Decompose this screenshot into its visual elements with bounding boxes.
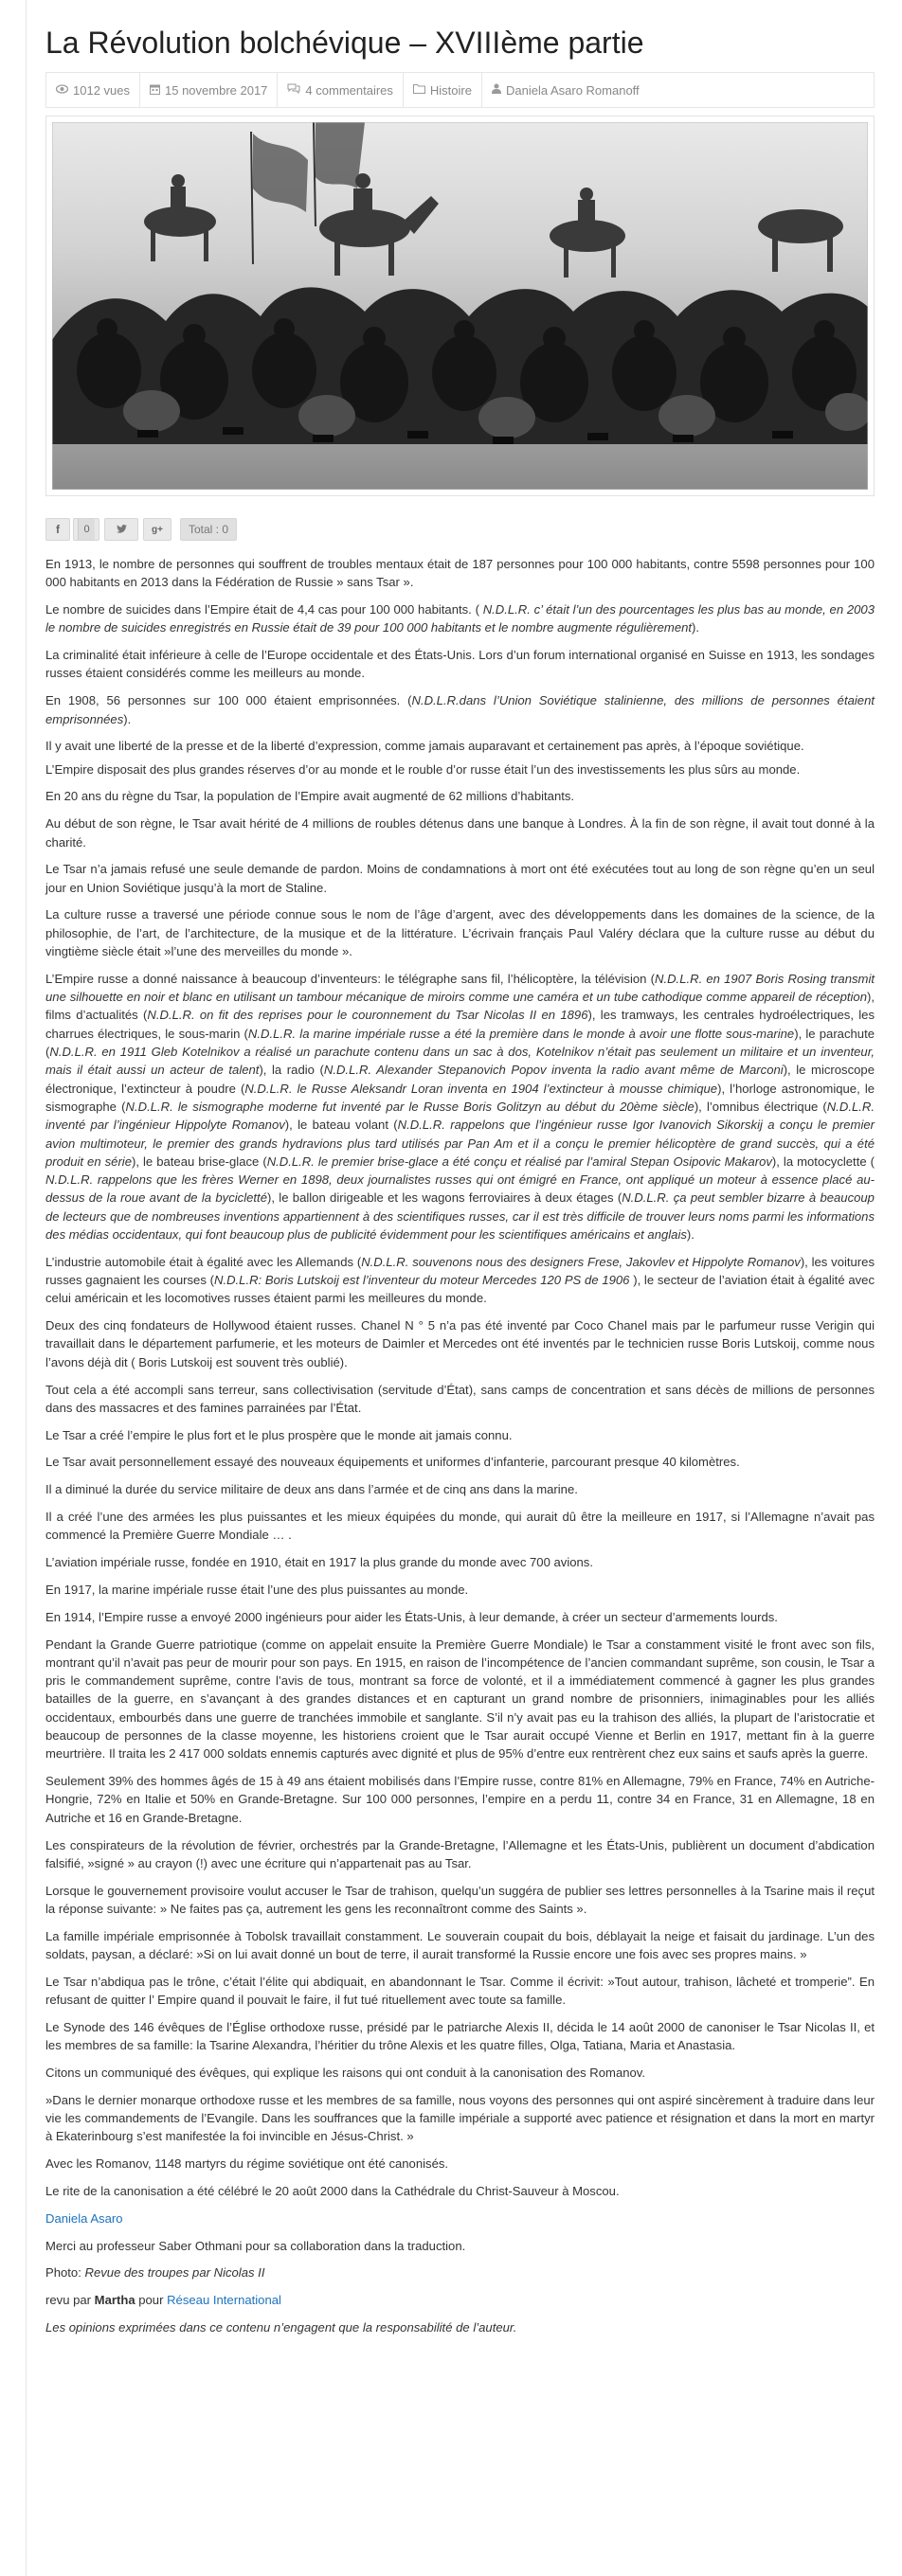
photo-credit: Photo: Revue des troupes par Nicolas II [45, 2265, 265, 2281]
author-signature [45, 2209, 875, 2227]
paragraph: Il a diminué la durée du service militaire de deux ans dans l’armée et de cinq ans dans la marine. [45, 1482, 578, 1497]
paragraph: Citons un communiqué des évêques, qui explique les raisons qui ont conduit à la canonisation des Romanov. [45, 2065, 646, 2080]
category-meta[interactable] [404, 73, 482, 107]
eye-icon [56, 83, 68, 97]
paragraph: Au début de son règne, le Tsar avait hérité de 4 millions de roubles détenus dans une banque à Londres. À la fin de son règne, il avait tout donné à la charité. [45, 816, 875, 850]
paragraph: Il y avait une liberté de la presse et de la liberté d’expression, comme jamais auparavant et certainement pas après, à l’époque soviétique. [45, 739, 804, 754]
views-meta [46, 73, 140, 107]
article-body [45, 555, 875, 2336]
featured-image [45, 116, 875, 496]
paragraph: L’Empire disposait des plus grandes réserves d’or au monde et le rouble d’or russe était l’un des investissements les plus sûrs au monde. [45, 761, 801, 777]
paragraph: Le nombre de suicides dans l’Empire était de 4,4 cas pour 100 000 habitants. ( N.D.L.R. c’ était l’un des pourcentages les plus bas au monde, en 2003 le nombre de suicides enregistrés en Russie était de 39 pour 100 000 habitants et le nombre augmente régulièrement). [45, 602, 875, 635]
facebook-count-label: 0 [78, 519, 94, 540]
comments-link[interactable]: 4 commentaires [305, 82, 393, 98]
share-bar [45, 517, 875, 542]
paragraph: La famille impériale emprisonnée à Tobolsk travaillait constamment. Le souverain coupait du bois, déblayait la neige et faisait du jardinage. L’un des soldats, paysan, a déclaré: »Si on lui avait donné un bout de terre, il aurait transformé la Russie encore une fois avec ses propres mains. » [45, 1928, 875, 1961]
user-icon [492, 83, 501, 97]
thanks-note: Merci au professeur Saber Othmani pour sa collaboration dans la traduction. [45, 2238, 466, 2253]
post-meta-bar [45, 72, 875, 108]
paragraph: Seulement 39% des hommes âgés de 15 à 49 ans étaient mobilisés dans l’Empire russe, contre 81% en Allemagne, 79% en France, 74% en Autriche-Hongrie, 72% en Italie et 50% en Grande-Bretagne. Sur 100 000 personnes, l’empire en a perdu 11, contre 34 en France, 31 en Allemagne, 18 en Autriche et 16 en Grande-Bretagne. [45, 1774, 875, 1825]
folder-icon [413, 83, 425, 97]
paragraph: Pendant la Grande Guerre patriotique (comme on appelait ensuite la Première Guerre Mondiale) le Tsar a constamment visité le front avec son fils, montrant qu’il n’avait pas peur de mourir pour son pays. En 1915, en raison de l’incompétence de l’ancien commandant suprême, son cousin, le Tsar a pris le commandement suprême, contre l’avis de tous, montrant sa force de volonté, et il a immédiatement commencé à gagner les plus grandes batailles de la guerre, en s’avançant à des grandes distances et en capturant un grand nombre de prisonniers, inimaginables pour les alliés occidentaux, embourbés dans une guerre de tranchées immobile et sanglante. S’il n’y avait pas eu la trahison des alliés, la plupart de l’aristocratie et beaucoup de personnes de la classe moyenne, les historiens croient que le Tsar aurait occupé Vienne et Berlin en 1917, mettant fin à la guerre meurtrière. Il traita les 2 417 000 soldats ennemis capturés avec dignité et plus de 95% d’entre eux rentrèrent chez eux sains et saufs après la guerre. [45, 1637, 875, 1762]
paragraph: L’aviation impériale russe, fondée en 1910, était en 1917 la plus grande du monde avec 700 avions. [45, 1555, 593, 1570]
paragraph: Il a créé l’une des armées les plus puissantes et les mieux équipées du monde, qui aurait dû être la meilleure en 1917, si l’Allemagne n’avait pas commencé la Première Guerre Mondiale … . [45, 1510, 875, 1543]
paragraph: Deux des cinq fondateurs de Hollywood étaient russes. Chanel N ° 5 n’a pas été inventé par Coco Chanel mais par le parfumeur russe Verigin qui travaillait dans le département parfumerie, et les moteurs de Daimler et Mercedes ont été inventés par le technicien russe Boris Lutskoij, comme nous l’avons déjà dit ( Boris Lutskoij est souvent très oublié). [45, 1318, 875, 1369]
article [45, 0, 875, 2346]
paragraph: Le Tsar n’a jamais refusé une seule demande de pardon. Moins de condamnations à mort ont été exécutées tout au long de son règne qu’en un seul jour en Union Soviétique jusqu’à la mort de Staline. [45, 862, 875, 895]
disclaimer: Les opinions exprimées dans ce contenu n’engagent que la responsabilité de l’auteur. [45, 2319, 517, 2334]
total-shares-label: Total : 0 [189, 523, 229, 536]
paragraph: En 1908, 56 personnes sur 100 000 étaient emprisonnées. (N.D.L.R.dans l’Union Soviétique stalinienne, des millions de personnes étaient emprisonnées). [45, 693, 875, 726]
paragraph: L’Empire russe a donné naissance à beaucoup d’inventeurs: le télégraphe sans fil, l’hélicoptère, la télévision (N.D.L.R. en 1907 Boris Rosing transmit une silhouette en noir et blanc en utilisant un tambour mécanique de miroirs comme une caméra et un tube cathodique comme appareil de réception), films d’actualités (N.D.L.R. on fit des reprises pour le couronnement du Tsar Nicolas II en 1896), les tramways, les centrales hydroélectriques, les charrues électriques, le sous-marin (N.D.L.R. la marine impériale russe a été la première dans le monde à avoir une flotte sous-marine), le parachute (N.D.L.R. en 1911 Gleb Kotelnikov a réalisé un parachute contenu dans un sac à dos, Kotelnikov n’était pas seulement un militaire et un inventeur, mais il était aussi un acteur de talent), la radio (N.D.L.R. Alexander Stepanovich Popov inventa la radio avant même de Marconi), le microscope électronique, l’extincteur à poudre (N.D.L.R. le Russe Aleksandr Loran inventa en 1904 l’extincteur à mousse chimique), l’horloge astronomique, le sismographe (N.D.L.R. le sismographe moderne fut inventé par le Russe Boris Golitzyn au début du 20ème siècle), l’omnibus électrique (N.D.L.R. inventé par l’ingénieur Hippolyte Romanov), le bateau volant (N.D.L.R. rappelons que l’ingénieur russe Igor Ivanovich Sikorskij a conçu le premier avion multimoteur, le premier des grands hydravions plus tard utilisés par Pan Am et il a conçu le premier hélicoptère de grand succès, qui a été produit en série), le bateau brise-glace (N.D.L.R. le premier brise-glace a été conçu et réalisé par l’amiral Stepan Osipovic Makarov), la motocyclette ( N.D.L.R. rappelons que les frères Werner en 1898, deux journalistes russes qui ont émigré en France, ont appliqué un moteur à essence placé au-dessus de la roue avant de la bycicletté), le ballon dirigeable et les wagons ferroviaires à deux étages (N.D.L.R. ça peut sembler bizarre à beaucoup de lecteurs que de nombreuses inventions appartiennent à des scientifiques russes, car il est très difficile de trouver leurs noms parmi les informations des médias occidentaux, qui font beaucoup plus de publicité évidemment pour les scientifiques américains et anglais). [45, 971, 875, 1242]
paragraph: Les conspirateurs de la révolution de février, orchestrés par la Grande-Bretagne, l’Allemagne et les États-Unis, publièrent un document d’abdication falsifié, »signé » au crayon (!) avec une écriture qui n’appartenait pas au Tsar. [45, 1837, 875, 1870]
paragraph: Le Tsar a créé l’empire le plus fort et le plus prospère que le monde ait jamais connu. [45, 1427, 513, 1442]
page-title: La Révolution bolchévique – XVIIIème partie [45, 26, 644, 60]
paragraph: Avec les Romanov, 1148 martyrs du régime soviétique ont été canonisés. [45, 2156, 449, 2172]
paragraph: Le Synode des 146 évêques de l’Église orthodoxe russe, présidé par le patriarche Alexis II, décida le 14 août 2000 de canoniser le Tsar Nicolas II, et les membres de sa famille: la Tsarine Alexandra, l’héritier du trône Alexis et les quatre filles, Olga, Tatiana, Maria et Anastasia. [45, 2019, 875, 2053]
googleplus-icon: g+ [152, 524, 163, 535]
facebook-count [73, 518, 99, 541]
paragraph: L’industrie automobile était à égalité avec les Allemands (N.D.L.R. souvenons nous des designers Frese, Jakovlev et Hippolyte Romanov), les voitures russes gagnaient les courses (N.D.L.R: Boris Lutskoij est l’inventeur du moteur Mercedes 120 PS de 1906 ), le secteur de l’aviation était à égalité avec celui américain et les locomotives russes étaient parmi les meilleures du monde. [45, 1254, 875, 1306]
paragraph: Le Tsar avait personnellement essayé des nouveaux équipements et uniformes d’infanterie, parcourant presque 40 kilomètres. [45, 1455, 740, 1470]
post-date: 15 novembre 2017 [165, 82, 268, 98]
left-border [26, 0, 27, 2576]
paragraph: En 1914, l’Empire russe a envoyé 2000 ingénieurs pour aider les États-Unis, à leur demande, à créer un secteur d’armements lourds. [45, 1609, 778, 1624]
comments-meta[interactable] [278, 73, 403, 107]
troops-review-photo [52, 122, 868, 490]
total-shares [180, 518, 237, 541]
googleplus-share-button[interactable] [143, 518, 171, 541]
twitter-icon [117, 523, 127, 536]
category-link[interactable]: Histoire [429, 82, 472, 98]
paragraph: Tout cela a été accompli sans terreur, sans collectivisation (servitude d’État), sans camps de concentration et sans décès de millions de personnes dans des massacres et des famines parrainées par l’État. [45, 1382, 875, 1415]
twitter-share-button[interactable] [104, 518, 138, 541]
views-count: 1012 vues [73, 82, 130, 98]
review-credit: revu par Martha pour Réseau International [45, 2293, 281, 2308]
paragraph: »Dans le dernier monarque orthodoxe russe et les membres de sa famille, nous voyons des personnes qui ont aspiré sincèrement à traduire dans leur vie les commandements de l’Evangile. Dans les souffrances que la famille impériale a supporté avec patience et résignation et dans la mort en martyr à Ekaterinbourg s’est manifestée la foi invincible en Jésus-Christ. » [45, 2092, 875, 2144]
facebook-icon: f [56, 523, 60, 536]
calendar-icon [150, 83, 160, 98]
facebook-share-button[interactable] [45, 518, 70, 541]
paragraph: En 1913, le nombre de personnes qui souffrent de troubles mentaux était de 187 personnes pour 100 000 habitants, contre 5598 personnes pour 100 000 habitants en 2013 dans la Fédération de Russie » sans Tsar ». [45, 557, 875, 590]
author-signature-link[interactable]: Daniela Asaro [45, 2210, 123, 2226]
author-link[interactable]: Daniela Asaro Romanoff [505, 82, 640, 98]
comments-icon [287, 83, 300, 97]
author-meta[interactable] [482, 73, 649, 107]
paragraph: En 20 ans du règne du Tsar, la population de l’Empire avait augmenté de 62 millions d’habitants. [45, 789, 575, 804]
source-link[interactable]: Réseau International [167, 2293, 281, 2308]
paragraph: Le rite de la canonisation a été célébré le 20 août 2000 dans la Cathédrale du Christ-Sauveur à Moscou. [45, 2183, 620, 2198]
paragraph: Lorsque le gouvernement provisoire voulut accuser le Tsar de trahison, quelqu’un suggéra de publier ses lettres personnelles à la Tsarine mais il reçut la réponse suivante: » Ne faites pas ça, autrement les gens les reconnaîtront comme des Saints ». [45, 1883, 875, 1916]
paragraph: En 1917, la marine impériale russe était l’une des plus puissantes au monde. [45, 1582, 469, 1597]
date-meta [140, 73, 278, 107]
paragraph: La culture russe a traversé une période connue sous le nom de l’âge d’argent, avec des développements dans les domaines de la science, de la philosophie, de l’art, de l’architecture, de la musique et de la littérature. L’écrivain français Paul Valéry déclara que la culture russe au début du vingtième siècle était »l’une des merveilles du monde ». [45, 907, 875, 959]
paragraph: La criminalité était inférieure à celle de l’Europe occidentale et des États-Unis. Lors d’un forum international organisé en Suisse en 1913, les sondages russes étaient considérés comme les meilleurs au monde. [45, 648, 875, 681]
paragraph: Le Tsar n’abdiqua pas le trône, c’était l’élite qui abdiquait, en abandonnant le Tsar. Comme il écrivit: »Tout autour, trahison, lâcheté et tromperie”. En refusant de quitter l’ Empire quand il pouvait le faire, il fut tué rituellement avec toute sa famille. [45, 1974, 875, 2008]
